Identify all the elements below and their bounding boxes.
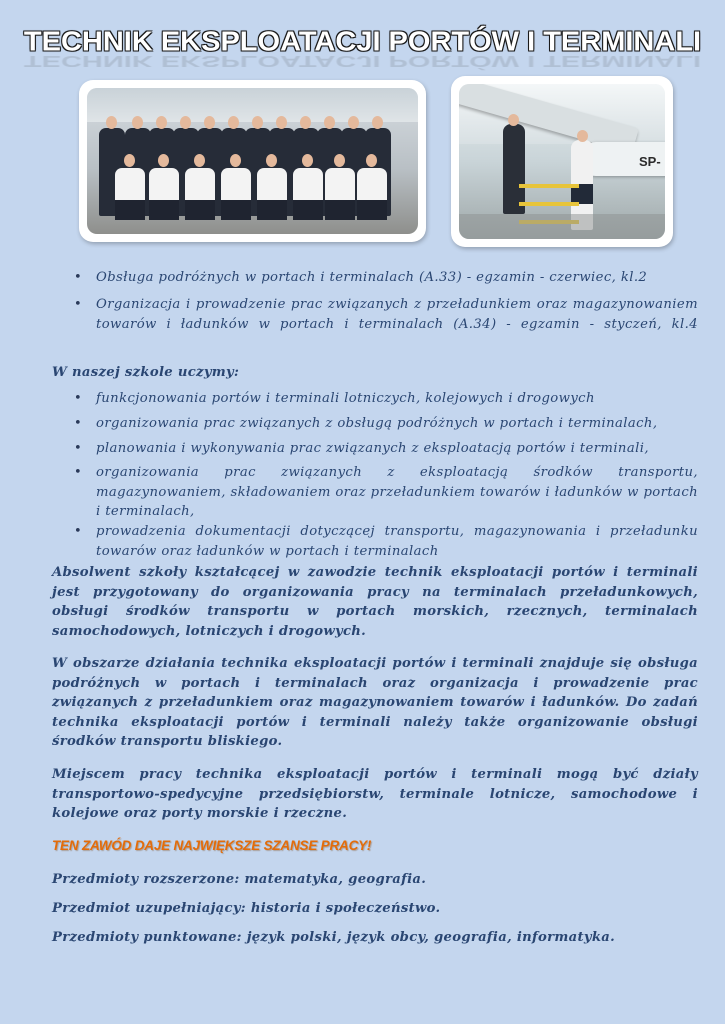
group-person-skirt	[293, 200, 323, 220]
subjects-supplementary: Przedmiot uzupełniający: historia i społeczeństwo.	[52, 901, 441, 916]
we-teach-item: • organizowania prac związanych z eksploatacją środków transportu, magazynowaniem, składowaniem oraz przeładunkiem towarów i ładunków w portach i terminalach,	[96, 463, 698, 522]
group-person-head	[366, 154, 377, 167]
group-photo	[79, 80, 426, 242]
group-person-skirt	[221, 200, 251, 220]
scope-paragraph: W obszarze działania technika eksploatacji portów i terminali znajduje się obsługa podróżnych w portach i terminalach oraz organizacja i prowadzenie prac związanych z przeładunkiem oraz magazynowaniem towarów i ładunków. Do zadań technika eksploatacji portów i terminali należy także organizowanie obsługi środków transportu bliskiego.	[52, 656, 698, 749]
we-teach-item: • funkcjonowania portów i terminali lotniczych, kolejowych i drogowych	[96, 389, 698, 409]
group-person-head	[180, 116, 191, 129]
group-person-skirt	[325, 200, 355, 220]
group-person-head	[228, 116, 239, 129]
group-person-head	[132, 116, 143, 129]
subjects-extended: Przedmioty rozszerzone: matematyka, geografia.	[52, 872, 427, 887]
group-person-head	[300, 116, 311, 129]
group-person-head	[334, 154, 345, 167]
group-person-head	[230, 154, 241, 167]
page-title: TECHNIK EKSPLOATACJI PORTÓW I TERMINALI	[23, 26, 702, 58]
group-person-skirt	[115, 200, 145, 220]
group-person-head	[276, 116, 287, 129]
group-person-head	[348, 116, 359, 129]
aircraft-photo	[451, 76, 673, 247]
we-teach-item: • organizowania prac związanych z obsługą podróżnych w portach i terminalach,	[96, 414, 698, 434]
group-person-skirt	[185, 200, 215, 220]
exam-item: • Organizacja i prowadzenie prac związanych z przeładunkiem oraz magazynowaniem towarów i ładunków w portach i terminalach (A.34) - egzamin - styczeń, kl.4	[96, 295, 698, 334]
group-person-head	[124, 154, 135, 167]
group-person-head	[194, 154, 205, 167]
we-teach-heading: W naszej szkole uczymy:	[52, 365, 240, 380]
group-person-head	[372, 116, 383, 129]
group-person-head	[324, 116, 335, 129]
subjects-scored: Przedmioty punktowane: język polski, język obcy, geografia, informatyka.	[52, 930, 615, 945]
group-person-head	[106, 116, 117, 129]
group-person-head	[266, 154, 277, 167]
title-reflection: TECHNIK EKSPLOATACJI PORTÓW I TERMINALI	[23, 51, 702, 70]
exam-item: • Obsługa podróżnych w portach i terminalach (A.33) - egzamin - czerwiec, kl.2	[96, 268, 698, 288]
group-person-skirt	[149, 200, 179, 220]
aircraft-registration: SP-	[639, 154, 661, 169]
we-teach-item: • planowania i wykonywania prac związanych z eksploatacją portów i terminali,	[96, 439, 698, 459]
we-teach-item: • prowadzenia dokumentacji dotyczącej transportu, magazynowania i przeładunku towarów oraz ładunków w portach i terminalach	[96, 522, 698, 561]
group-person-skirt	[257, 200, 287, 220]
group-person-skirt	[357, 200, 387, 220]
group-person-head	[204, 116, 215, 129]
slogan: TEN ZAWÓD DAJE NAJWIĘKSZE SZANSE PRACY!	[52, 838, 372, 853]
group-person-head	[156, 116, 167, 129]
graduate-paragraph: Absolwent szkoły kształcącej w zawodzie technik eksploatacji portów i terminali jest przygotowany do organizowania pracy na terminalach przeładunkowych, obsługi środków transportu w portach morskich, rzecznych, terminalach samochodowych, lotniczych i drogowych.	[52, 565, 698, 639]
group-person-head	[252, 116, 263, 129]
group-person-head	[302, 154, 313, 167]
group-person-head	[158, 154, 169, 167]
workplace-paragraph: Miejscem pracy technika eksploatacji portów i terminali mogą być działy transportowo-spedycyjne przedsiębiorstw, terminale lotnicze, samochodowe i kolejowe oraz porty morskie i rzeczne.	[52, 767, 698, 821]
